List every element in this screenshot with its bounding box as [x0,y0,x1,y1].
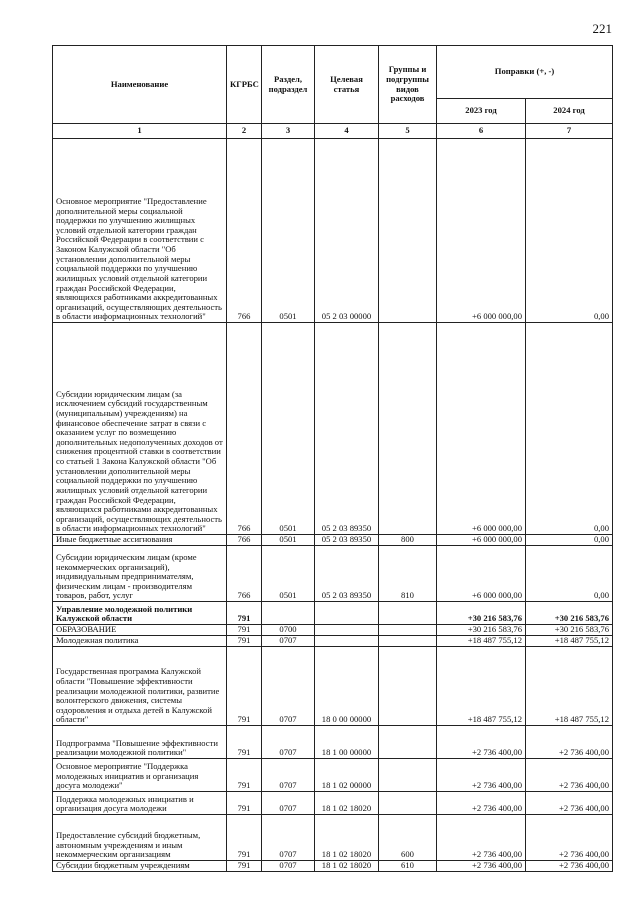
header-kgrbs: КГРБС [227,46,262,124]
row-2023-cell: +2 736 400,00 [437,759,526,792]
row-section-cell: 0707 [262,815,315,861]
row-kgrbs-cell: 766 [227,535,262,546]
table-row [53,726,613,759]
row-2023-cell: +2 736 400,00 [437,792,526,815]
column-number: 1 [53,124,227,139]
row-section-cell: 0707 [262,647,315,726]
row-2023-cell: +18 487 755,12 [437,636,526,647]
header-amendments: Поправки (+, -) [437,46,613,99]
row-2023-cell: +30 216 583,76 [437,602,526,625]
row-kgrbs-cell: 791 [227,815,262,861]
column-number: 3 [262,124,315,139]
header-target: Целевая статья [315,46,379,124]
row-target-cell: 05 2 03 89350 [315,323,379,535]
row-kgrbs-cell: 791 [227,602,262,625]
table-header-row [53,46,613,99]
row-2024-cell: +18 487 755,12 [526,647,613,726]
table-body [53,139,613,872]
row-2024-cell: +2 736 400,00 [526,861,613,872]
row-2024-cell: 0,00 [526,323,613,535]
row-target-cell: 18 1 02 18020 [315,815,379,861]
row-2024-cell: +18 487 755,12 [526,636,613,647]
row-section-cell: 0501 [262,139,315,323]
row-2024-cell: +2 736 400,00 [526,815,613,861]
row-name-cell: ОБРАЗОВАНИЕ [53,625,227,636]
row-kgrbs-cell: 791 [227,636,262,647]
row-name-cell: Субсидии юридическим лицам (кроме некоммерческих организаций), индивидуальным предпринимателям, физическим лицам - производителям товаров, работ, услуг [53,546,227,602]
row-section-cell: 0707 [262,792,315,815]
row-group-cell: 600 [379,815,437,861]
row-name-cell: Субсидии бюджетным учреждениям [53,861,227,872]
row-2024-cell: 0,00 [526,535,613,546]
row-kgrbs-cell: 791 [227,625,262,636]
row-kgrbs-cell: 791 [227,861,262,872]
row-2023-cell: +2 736 400,00 [437,861,526,872]
table-row [53,602,613,625]
row-group-cell [379,139,437,323]
row-group-cell [379,323,437,535]
row-group-cell [379,625,437,636]
row-section-cell: 0501 [262,546,315,602]
row-kgrbs-cell: 791 [227,726,262,759]
page-number: 221 [592,21,612,36]
header-section: Раздел, подраздел [262,46,315,124]
row-section-cell: 0707 [262,759,315,792]
column-number: 4 [315,124,379,139]
row-target-cell: 18 1 02 00000 [315,759,379,792]
row-2023-cell: +6 000 000,00 [437,535,526,546]
row-section-cell: 0501 [262,323,315,535]
row-kgrbs-cell: 766 [227,323,262,535]
column-number: 2 [227,124,262,139]
row-target-cell [315,625,379,636]
row-group-cell: 810 [379,546,437,602]
row-target-cell: 18 1 00 00000 [315,726,379,759]
row-name-cell: Предоставление субсидий бюджетным, автономным учреждениям и иным некоммерческим организациям [53,815,227,861]
row-section-cell: 0707 [262,861,315,872]
table-row [53,535,613,546]
table-row [53,625,613,636]
row-name-cell: Основное мероприятие "Поддержка молодежных инициатив и организация досуга молодежи" [53,759,227,792]
row-2023-cell: +6 000 000,00 [437,139,526,323]
row-group-cell [379,647,437,726]
row-kgrbs-cell: 766 [227,546,262,602]
row-2024-cell: 0,00 [526,139,613,323]
row-name-cell: Субсидии юридическим лицам (за исключением субсидий государственным (муниципальным) учреждениям) на финансовое обеспечение затрат в связи с оказанием услуг по возмещению дополнительных недополученных доходов от снижения процентной ставки в соответствии со статьей 1 Закона Калужской области "Об установлении дополнительной меры социальной поддержки по улучшению жилищных условий отдельной категории граждан Российской Федерации, являющихся работниками аккредитованных организаций, осуществляющих деятельность в области информационных технологий" [53,323,227,535]
row-group-cell: 800 [379,535,437,546]
row-2023-cell: +18 487 755,12 [437,647,526,726]
row-group-cell [379,792,437,815]
row-name-cell: Поддержка молодежных инициатив и организация досуга молодежи [53,792,227,815]
row-name-cell: Иные бюджетные ассигнования [53,535,227,546]
column-number: 6 [437,124,526,139]
header-groups: Группы и подгруппы видов расходов [379,46,437,124]
row-2023-cell: +6 000 000,00 [437,323,526,535]
row-group-cell [379,602,437,625]
row-target-cell: 18 1 02 18020 [315,861,379,872]
table-row [53,815,613,861]
column-number: 7 [526,124,613,139]
row-2023-cell: +2 736 400,00 [437,726,526,759]
row-2024-cell: +30 216 583,76 [526,625,613,636]
row-section-cell: 0700 [262,625,315,636]
budget-table [52,45,613,872]
row-target-cell: 05 2 03 00000 [315,139,379,323]
row-2024-cell: +2 736 400,00 [526,726,613,759]
row-target-cell [315,636,379,647]
row-2023-cell: +6 000 000,00 [437,546,526,602]
row-name-cell: Основное мероприятие "Предоставление дополнительной меры социальной поддержки по улучшению жилищных условий отдельной категории граждан Российской Федерации в соответствии с Законом Калужской области "Об установлении дополнительной меры социальной поддержки по улучшению жилищных условий отдельной категории граждан Российской Федерации, являющихся работниками аккредитованных организаций, осуществляющих деятельность в области информационных технологий" [53,139,227,323]
row-target-cell: 05 2 03 89350 [315,535,379,546]
row-section-cell: 0707 [262,636,315,647]
row-section-cell [262,602,315,625]
row-section-cell: 0707 [262,726,315,759]
table-row [53,792,613,815]
table-row [53,546,613,602]
header-name: Наименование [53,46,227,124]
row-2024-cell: +30 216 583,76 [526,602,613,625]
table-row [53,323,613,535]
row-kgrbs-cell: 791 [227,792,262,815]
row-target-cell [315,602,379,625]
row-2024-cell: +2 736 400,00 [526,759,613,792]
row-name-cell: Подпрограмма "Повышение эффективности реализации молодежной политики" [53,726,227,759]
column-number: 5 [379,124,437,139]
row-kgrbs-cell: 791 [227,759,262,792]
row-name-cell: Молодежная политика [53,636,227,647]
header-year-2023: 2023 год [437,99,526,124]
row-group-cell [379,726,437,759]
row-2023-cell: +30 216 583,76 [437,625,526,636]
row-target-cell: 18 0 00 00000 [315,647,379,726]
table-row [53,647,613,726]
row-group-cell: 610 [379,861,437,872]
column-number-row [53,124,613,139]
row-target-cell: 05 2 03 89350 [315,546,379,602]
row-name-cell: Управление молодежной политики Калужской области [53,602,227,625]
header-year-2024: 2024 год [526,99,613,124]
row-2024-cell: +2 736 400,00 [526,792,613,815]
table-row [53,139,613,323]
row-group-cell [379,636,437,647]
row-name-cell: Государственная программа Калужской области "Повышение эффективности реализации молодежной политики, развитие волонтерского движения, системы оздоровления и отдыха детей в Калужской области" [53,647,227,726]
row-section-cell: 0501 [262,535,315,546]
table-row [53,636,613,647]
table-row [53,861,613,872]
row-2023-cell: +2 736 400,00 [437,815,526,861]
row-kgrbs-cell: 766 [227,139,262,323]
row-2024-cell: 0,00 [526,546,613,602]
row-kgrbs-cell: 791 [227,647,262,726]
row-target-cell: 18 1 02 18020 [315,792,379,815]
table-row [53,759,613,792]
row-group-cell [379,759,437,792]
